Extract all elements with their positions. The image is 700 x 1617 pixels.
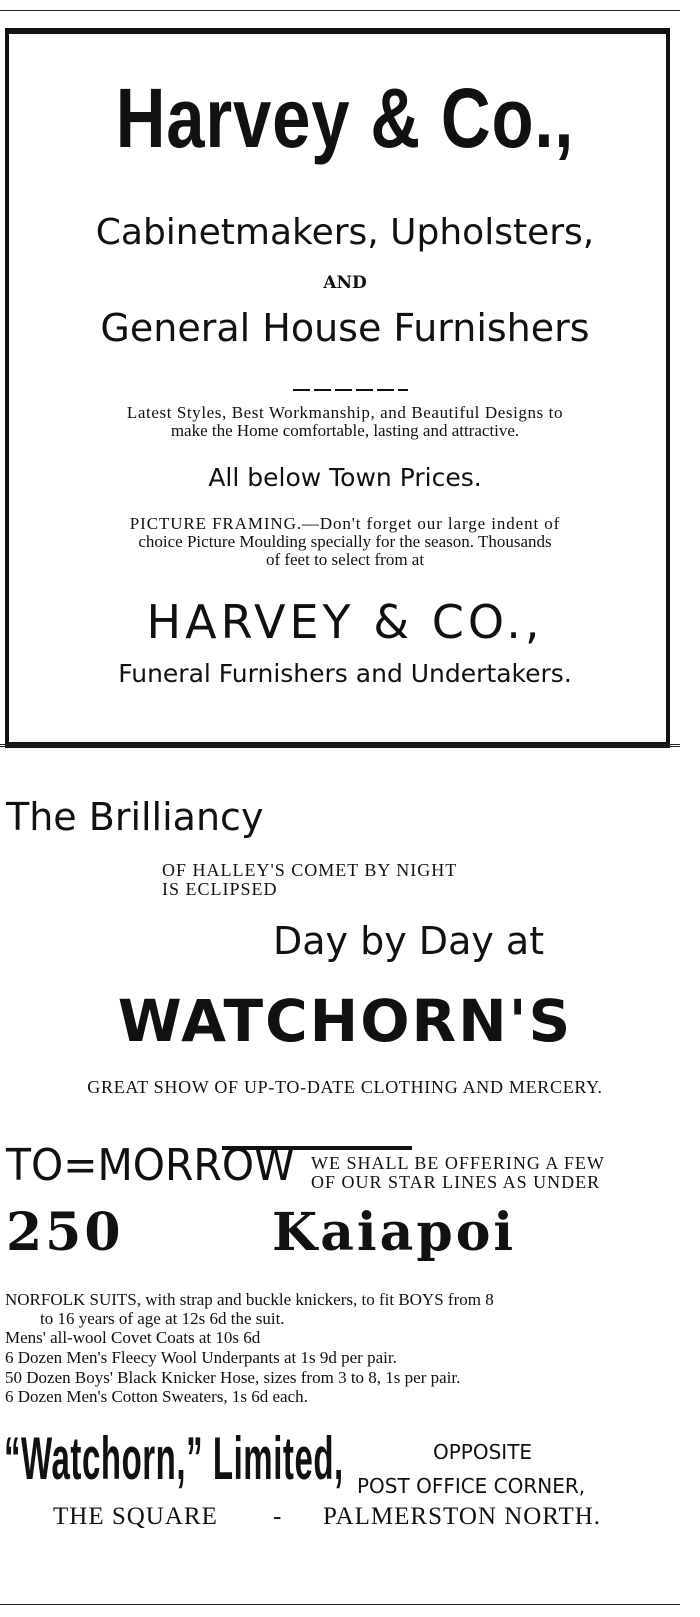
palmerston-north: PALMERSTON NORTH. — [323, 1503, 602, 1530]
harvey-styles-2: make the Home comfortable, lasting and attractive. — [170, 421, 520, 440]
brilliancy-heading: The Brilliancy — [6, 795, 264, 839]
harvey-styles-1: Latest Styles, Best Workmanship, and Beautiful Designs to — [126, 403, 564, 422]
harvey-and: AND — [323, 273, 367, 293]
item-sweaters: 6 Dozen Men's Cotton Sweaters, 1s 6d each. — [5, 1387, 308, 1406]
kaiapoi-heading: Kaiapoi — [272, 1202, 517, 1263]
bottom-rule — [0, 1604, 680, 1605]
item-coats: Mens' all-wool Covet Coats at 10s 6d — [5, 1328, 261, 1347]
harvey-furnishers: General House Furnishers — [100, 306, 590, 350]
halley-line-1: OF HALLEY'S COMET BY NIGHT — [162, 860, 458, 880]
opposite: OPPOSITE — [433, 1440, 533, 1464]
item-hose: 50 Dozen Boys' Black Knicker Hose, sizes from 3 to 8, 1s per pair. — [5, 1368, 461, 1387]
harvey-trades: Cabinetmakers, Upholsters, — [95, 212, 595, 253]
count-250: 250 — [6, 1202, 124, 1263]
post-office-corner: POST OFFICE CORNER, — [357, 1474, 586, 1498]
harvey-framing-3: of feet to select from at — [265, 550, 425, 569]
harvey-title: Harvey & Co., — [115, 71, 575, 165]
item-norfolk-1: NORFOLK SUITS, with strap and buckle knickers, to fit BOYS from 8 — [5, 1290, 494, 1309]
item-norfolk-2: to 16 years of age at 12s 6d the suit. — [40, 1309, 285, 1328]
divider-dash — [293, 389, 408, 391]
separator-rule-2 — [0, 746, 680, 747]
offering-line-2: OF OUR STAR LINES AS UNDER — [311, 1172, 601, 1192]
watchorns-name: WATCHORN'S — [117, 987, 573, 1055]
halley-line-2: IS ECLIPSED — [162, 879, 278, 899]
great-show: GREAT SHOW OF UP-TO-DATE CLOTHING AND MERCERY. — [87, 1077, 603, 1097]
watchorn-limited: “Watchorn,” Limited, — [4, 1425, 344, 1492]
harvey-framing-1: PICTURE FRAMING.—Don't forget our large indent of — [129, 514, 561, 533]
harvey-framing-2: choice Picture Moulding specially for the season. Thousands — [138, 532, 552, 551]
item-underpants: 6 Dozen Men's Fleecy Wool Underpants at 1s 9d per pair. — [5, 1348, 397, 1367]
top-rule — [0, 10, 680, 11]
the-square: THE SQUARE — [53, 1503, 218, 1530]
offering-line-1: WE SHALL BE OFFERING A FEW — [311, 1153, 605, 1173]
harvey-funeral: Funeral Furnishers and Undertakers. — [118, 659, 572, 688]
separator-rule — [0, 744, 680, 745]
tomorrow-heading: TO=MORROW — [6, 1140, 295, 1191]
address-dash: - — [273, 1503, 282, 1530]
day-by-day: Day by Day at — [273, 919, 545, 963]
harvey-name-caps: HARVEY & CO., — [146, 595, 544, 649]
harvey-prices: All below Town Prices. — [208, 463, 482, 492]
